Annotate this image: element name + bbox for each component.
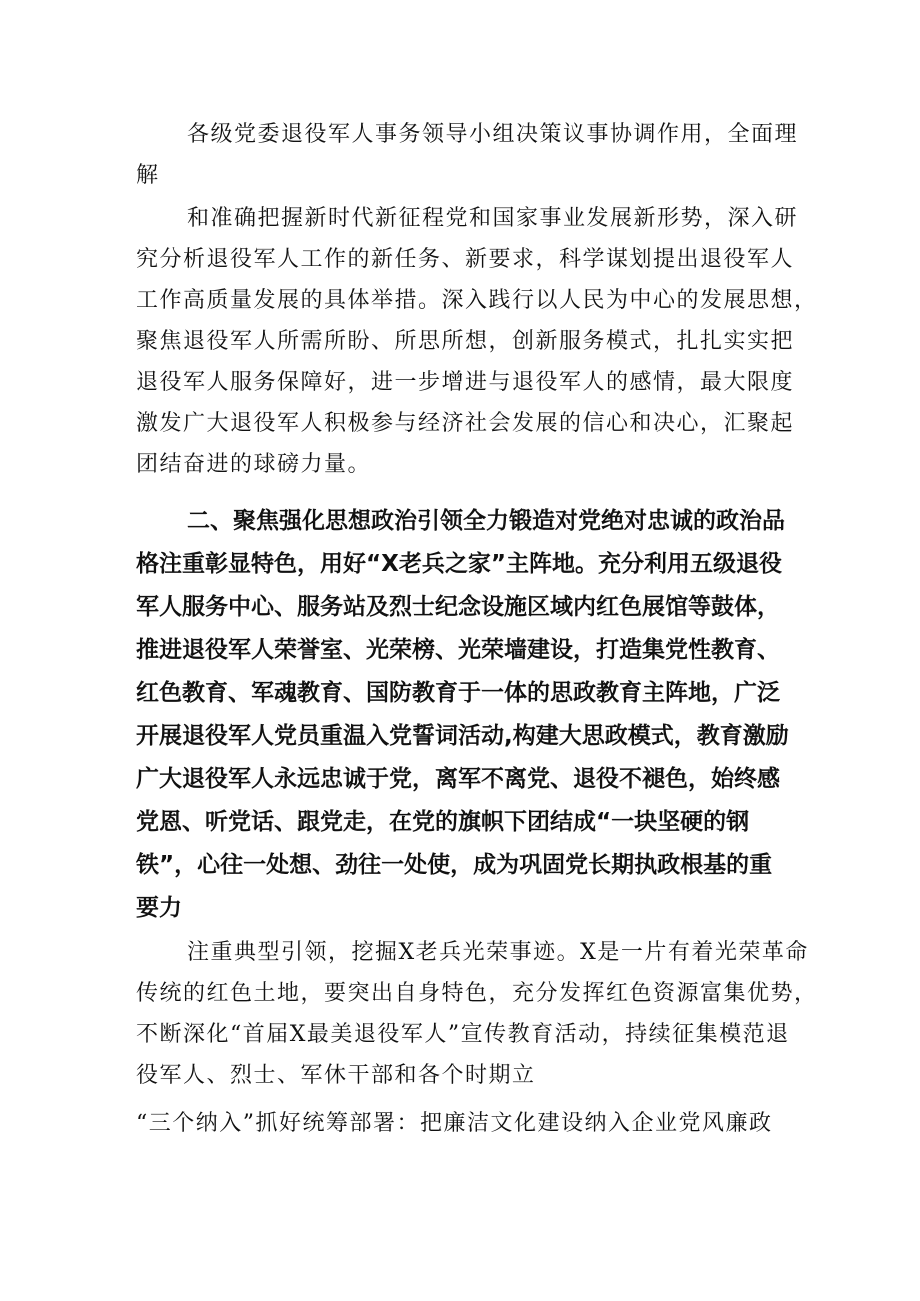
text-line: 军人服务中心、服务站及烈士纪念设施区域内红色展馆等鼓体， <box>136 594 780 620</box>
text-line: 党恩、听党话、跟党走，在党的旗帜下团结成“一块坚硬的钢 <box>136 809 750 835</box>
text-line: 广大退役军人永远忠诚于党，离军不离党、退役不褪色，始终感 <box>136 766 780 792</box>
text-line: 和准确把握新时代新征程党和国家事业发展新形势，深入研 <box>187 206 799 231</box>
text-line: 红色教育、军魂教育、国防教育于一体的思政教育主阵地，广泛 <box>136 680 780 706</box>
text-line: 注重典型引领，挖掘X老兵光荣事迹。X是一片有着光荣革命 <box>187 940 809 965</box>
text-line: 要力 <box>136 895 182 921</box>
text-line: 开展退役军人党员重温入党誓词活动,构建大思政模式，教育激励 <box>136 723 789 749</box>
paragraph-2 <box>136 198 818 485</box>
paragraph-1 <box>136 114 799 196</box>
text-line: 工作高质量发展的具体举措。深入践行以人民为中心的发展思想， <box>136 288 818 313</box>
text-line: 团结奋进的球磅力量。 <box>136 452 372 477</box>
text-line: 铁”，心往一处想、劲往一处使，成为巩固党长期执政根基的重 <box>136 852 773 878</box>
paragraph-4 <box>136 932 818 1096</box>
text-line: 役军人、烈士、军休干部和各个时期立 <box>136 1063 536 1088</box>
text-line: 传统的红色土地，要突出自身特色，充分发挥红色资源富集优势， <box>136 981 818 1006</box>
text-line: 解 <box>136 163 160 188</box>
text-line: 格注重彰显特色，用好“X老兵之家”主阵地。充分利用五级退役 <box>136 551 782 577</box>
text-line: 究分析退役军人工作的新任务、新要求，科学谋划提出退役军人 <box>136 247 795 272</box>
paragraph-3-heading <box>136 500 796 930</box>
text-line: 二、聚焦强化思想政治引领全力锻造对党绝对忠诚的政治品 <box>187 508 785 534</box>
text-line: 聚焦退役军人所需所盼、所思所想，创新服务模式，扎扎实实把 <box>136 329 795 354</box>
text-line: 激发广大退役军人积极参与经济社会发展的信心和决心，汇聚起 <box>136 411 795 436</box>
text-line: 退役军人服务保障好，进一步增进与退役军人的感情，最大限度 <box>136 370 795 395</box>
text-line: 各级党委退役军人事务领导小组决策议事协调作用，全面理 <box>187 122 799 147</box>
text-line: “三个纳入”抓好统筹部署：把廉洁文化建设纳入企业党风廉政 <box>136 1111 773 1136</box>
text-line: 不断深化“首届X最美退役军人”宣传教育活动，持续征集模范退 <box>136 1022 790 1047</box>
paragraph-5 <box>136 1103 796 1144</box>
text-line: 推进退役军人荣誉室、光荣榜、光荣墙建设，打造集党性教育、 <box>136 637 780 663</box>
